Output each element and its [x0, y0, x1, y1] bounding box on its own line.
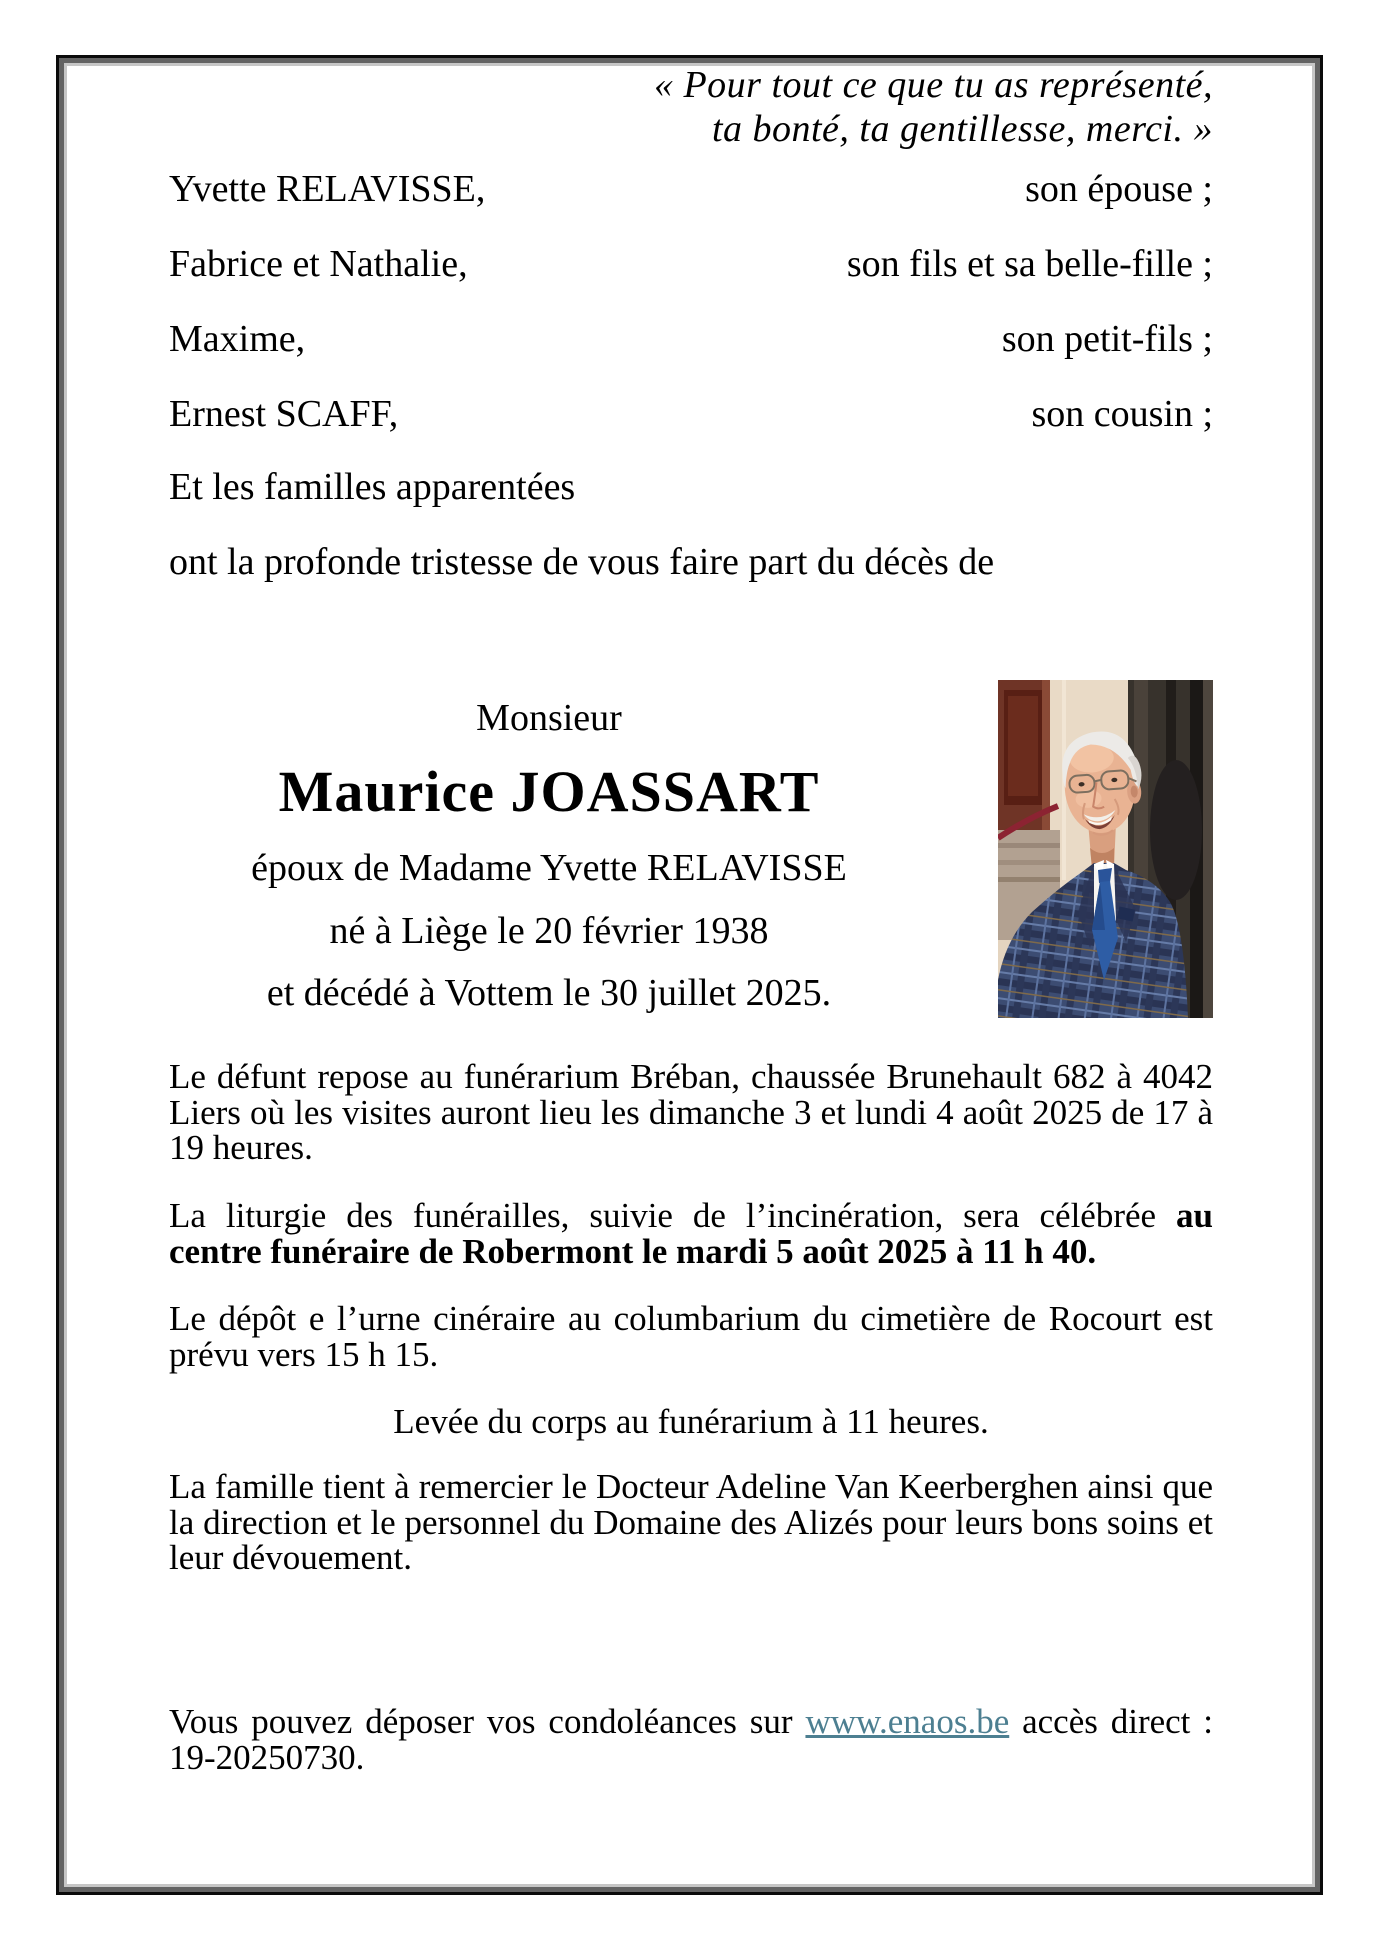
deceased-spouse-line: époux de Madame Yvette RELAVISSE [251, 847, 847, 889]
announcement-line: ont la profonde tristesse de vous faire part du décès de [169, 541, 995, 583]
liturgie-bold-text: au centre funéraire de Robermont le mardi 5 août 2025 à 11 h 40 [169, 1196, 1213, 1271]
liturgie-normal-text: La liturgie des funérailles, suivie de l’incinération, sera célébrée [169, 1196, 1177, 1235]
paragraph-repose: Le défunt repose au funérarium Bréban, chaussée Brunehault 682 à 4042 Liers où les visites auront lieu les dimanche 3 et lundi 4 août 2025 de 17 à 19 heures. [169, 1057, 1213, 1167]
paragraph-remerciement: La famille tient à remercier le Docteur Adeline Van Keerberghen ainsi que la direction et le personnel du Domaine des Alizés pour leurs bons soins et leur dévouement. [169, 1467, 1213, 1577]
relative-relation: son cousin ; [1031, 393, 1213, 435]
deceased-death-line: et décédé à Vottem le 30 juillet 2025. [266, 972, 832, 1014]
deceased-name: Maurice JOASSART [278, 759, 820, 824]
portrait-illustration [998, 680, 1213, 1018]
deceased-portrait-photo [998, 680, 1213, 1018]
opening-quote [169, 63, 1213, 151]
deceased-birth-line: né à Liège le 20 février 1938 [329, 910, 769, 952]
quote-line-1: « Pour tout ce que tu as représenté, [653, 64, 1213, 106]
liturgie-period: . [1087, 1231, 1097, 1271]
families-line: Et les familles apparentées [169, 466, 576, 508]
condoleances-pre-text: Vous pouvez déposer vos condoléances sur [169, 1702, 806, 1741]
quote-line-2: ta bonté, ta gentillesse, merci. » [711, 108, 1213, 150]
relative-name: Fabrice et Nathalie, [169, 243, 468, 285]
paragraph-levee-du-corps: Levée du corps au funérarium à 11 heures. [393, 1402, 989, 1441]
paragraph-condoleances [169, 1704, 1213, 1775]
relative-name: Yvette RELAVISSE, [169, 168, 486, 210]
condoleances-post-text: accès direct : 19-20250730. [169, 1702, 1214, 1777]
relation-row [169, 395, 1213, 433]
relation-row [169, 170, 1213, 208]
paragraph-depot-urne: Le dépôt e l’urne cinéraire au columbarium du cimetière de Rocourt est prévu vers 15 h 15. [169, 1299, 1213, 1374]
relative-name: Ernest SCAFF, [169, 393, 399, 435]
relative-relation: son épouse ; [1025, 168, 1213, 210]
relation-row [169, 320, 1213, 358]
deceased-title: Monsieur [476, 697, 622, 739]
relative-relation: son fils et sa belle-fille ; [846, 243, 1213, 285]
relative-name: Maxime, [169, 318, 306, 360]
enaos-website-link[interactable]: www.enaos.be [805, 1702, 1010, 1741]
relation-row [169, 245, 1213, 283]
paragraph-liturgie [169, 1198, 1213, 1269]
relative-relation: son petit-fils ; [1001, 318, 1213, 360]
